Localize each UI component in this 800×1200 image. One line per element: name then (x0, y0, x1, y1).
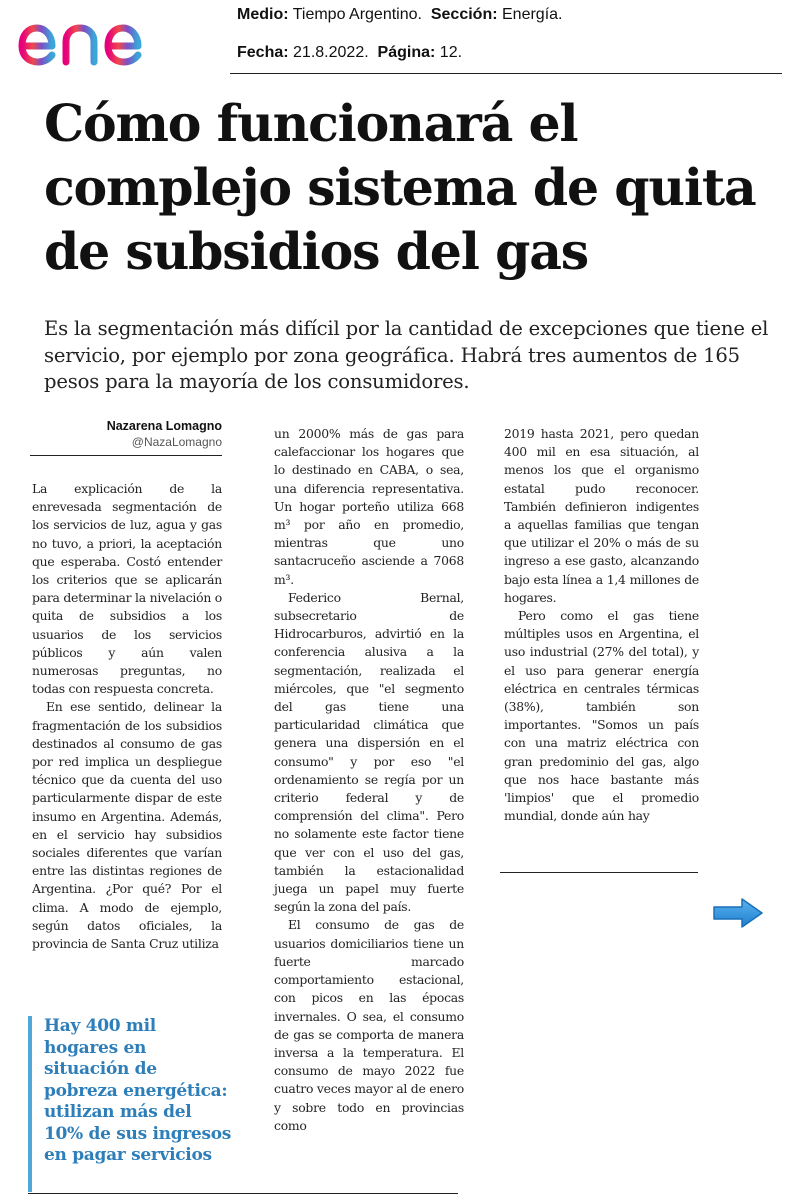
article-column-2 (274, 425, 464, 1135)
pagina-label: Página: (377, 44, 436, 61)
seccion-value: Energía. (502, 6, 563, 23)
pagina-value: 12. (439, 44, 463, 61)
byline (30, 418, 222, 450)
header-divider (230, 73, 782, 74)
fecha-value: 21.8.2022. (293, 44, 369, 61)
article-column-1 (32, 480, 222, 953)
paragraph: La explicación de la enrevesada segmentación de los servicios de luz, agua y gas no tuvo, a priori, la aceptación que esperaba. Costó entender los criterios que se aplicarán para determinar la nivelación o quita de subsidios a los usuarios de los servicios públicos y aún valen numerosas preguntas, no todas con respuesta concreta. (32, 481, 222, 697)
medio-label: Medio: (237, 6, 289, 23)
author-name: Nazarena Lomagno (106, 419, 222, 433)
column-end-divider (500, 872, 698, 873)
fecha-label: Fecha: (237, 44, 289, 61)
medio-value: Tiempo Argentino. (292, 6, 422, 23)
paragraph: El consumo de gas de usuarios domiciliarios tiene un fuerte marcado comportamiento estacional, con picos en las épocas invernales. O sea, el consumo de gas se comporta de manera inversa a la temperatura. El consumo de mayo 2022 fue cuatro veces mayor al de enero y sobre todo en provincias como (274, 917, 464, 1133)
header-medio-seccion (237, 6, 562, 24)
paragraph: Pero como el gas tiene múltiples usos en Argentina, el uso industrial (27% del total), y el uso para generar energía eléctrica en centrales térmicas (38%), también son importantes. "Somos un país con una matriz eléctrica con gran predominio del gas, algo que nos hace bastante más 'limpios' que el promedio mundial, donde aún hay (504, 608, 699, 824)
paragraph: un 2000% más de gas para calefaccionar los hogares que lo destinado en CABA, o sea, una diferencia representativa. Un hogar porteño utiliza 668 m³ por año en promedio, mientras que uno santacruceño asciende a 7068 m³. (274, 426, 464, 587)
pull-quote-bar (28, 1016, 32, 1192)
header-fecha-pagina (237, 44, 462, 62)
paragraph: Federico Bernal, subsecretario de Hidrocarburos, advirtió en la conferencia alusiva a la segmentación, realizada el miércoles, que "el segmento del gas tiene una particularidad climática que genera una dispersión en el consumo" y por eso "el ordenamiento se regía por un criterio federal y de comprensión del clima". Pero no solamente este factor tiene que ver con el uso del gas, también la estacionalidad juega un papel muy fuerte según la zona del país. (274, 589, 464, 915)
enel-logo (14, 4, 174, 68)
article-subtitle: Es la segmentación más difícil por la cantidad de excepciones que tiene el servicio, por ejemplo por zona geográfica. Habrá tres aumentos de 165 pesos para la mayoría de los consumidores. (44, 317, 769, 393)
paragraph: 2019 hasta 2021, pero quedan 400 mil en esa situación, al menos los que el organismo estatal pudo reconocer. También definieron indigentes a aquellas familias que tengan que utilizar el 20% o más de su ingreso a ese gasto, alcanzando bajo esta línea a 1,4 millones de hogares. (504, 426, 699, 605)
seccion-label: Sección: (430, 6, 498, 23)
bottom-divider (28, 1193, 458, 1194)
article-title: Cómo funcionará el complejo sistema de quita de subsidios del gas (44, 94, 756, 281)
arrow-right-icon[interactable] (712, 897, 764, 929)
pull-quote: Hay 400 mil hogares en situación de pobreza energética: utilizan más del 10% de sus ingresos en pagar servicios (44, 1016, 232, 1165)
paragraph: En ese sentido, delinear la fragmentación de los subsidios destinados al consumo de gas por red implica un despliegue técnico que da cuenta del uso particularmente dispar de este insumo en Argentina. Además, en el servicio hay subsidios sociales diferentes que varían entre las distintas regiones de Argentina. ¿Por qué? Por el clima. A modo de ejemplo, según datos oficiales, la provincia de Santa Cruz utiliza (32, 699, 222, 952)
byline-divider (30, 455, 222, 456)
author-handle: @NazaLomagno (131, 435, 222, 449)
article-column-3 (504, 425, 699, 825)
